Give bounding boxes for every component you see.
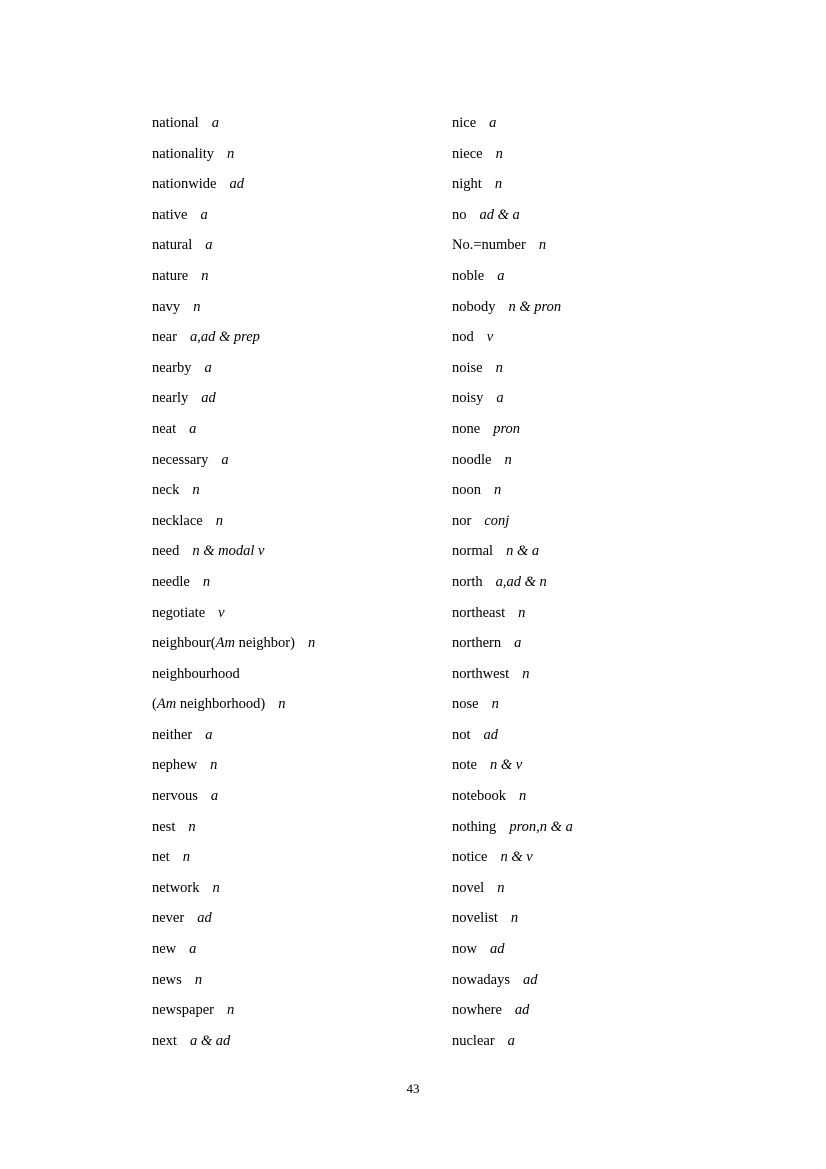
dictionary-entry [452, 598, 682, 629]
entry-word: not [452, 726, 471, 743]
dictionary-entry [452, 965, 682, 996]
entry-word: noodle [452, 451, 492, 468]
dictionary-entry [152, 292, 452, 323]
entry-word: network [152, 879, 200, 896]
dictionary-entry [452, 903, 682, 934]
entry-word: new [152, 941, 177, 958]
entry-part-of-speech: a & ad [189, 1032, 231, 1049]
american-variant-marker: Am [156, 696, 177, 713]
dictionary-entry [152, 965, 452, 996]
dictionary-entry [452, 353, 682, 384]
dictionary-entry [452, 230, 682, 261]
entry-part-of-speech: n & v [500, 849, 533, 866]
entry-part-of-speech: v [486, 329, 494, 346]
dictionary-entry [452, 842, 682, 873]
entry-word: nobody [452, 298, 496, 315]
entry-part-of-speech: n & a [506, 543, 540, 560]
dictionary-entry [452, 200, 682, 231]
entry-part-of-speech: n [495, 145, 503, 162]
entry-part-of-speech: a [200, 206, 208, 223]
dictionary-entry [452, 750, 682, 781]
dictionary-entry [152, 475, 452, 506]
entry-word: newspaper [152, 1002, 215, 1019]
dictionary-entry [452, 169, 682, 200]
dictionary-entry [452, 567, 682, 598]
entry-word: normal [452, 543, 494, 560]
entry-word: nearly [152, 390, 189, 407]
page-number: 43 [406, 1081, 420, 1096]
entry-word: noble [452, 267, 485, 284]
dictionary-entry [152, 598, 452, 629]
entry-part-of-speech: n [188, 818, 196, 835]
dictionary-entry [152, 995, 452, 1026]
entry-part-of-speech: ad [514, 1002, 530, 1019]
entry-word: nowhere [452, 1002, 502, 1019]
entry-part-of-speech: a,ad & prep [189, 329, 260, 346]
entry-part-of-speech: n [194, 971, 203, 988]
entry-part-of-speech: a [496, 390, 504, 407]
entry-word: none [452, 420, 481, 437]
entry-part-of-speech: ad [523, 971, 538, 988]
entry-word: nuclear [452, 1032, 495, 1049]
dictionary-entry [452, 781, 682, 812]
word-list-columns [152, 108, 682, 1056]
entry-word: nationwide [152, 176, 217, 193]
entry-word: nephew [152, 757, 198, 774]
dictionary-entry [152, 689, 452, 720]
entry-part-of-speech: pron,n & a [509, 818, 573, 835]
dictionary-entry [152, 720, 452, 751]
entry-part-of-speech: n [227, 145, 235, 162]
entry-part-of-speech: n [192, 482, 200, 499]
entry-word: never [152, 910, 185, 927]
dictionary-entry [452, 659, 682, 690]
entry-part-of-speech: a [221, 451, 229, 468]
entry-part-of-speech: conj [484, 512, 510, 529]
entry-word: needle [152, 573, 190, 590]
dictionary-entry [152, 230, 452, 261]
entry-part-of-speech: n [278, 696, 286, 713]
entry-word: necessary [152, 451, 209, 468]
dictionary-entry [152, 1026, 452, 1057]
entry-part-of-speech: pron [493, 420, 521, 437]
entry-part-of-speech: n & v [489, 757, 523, 774]
entry-word: need [152, 543, 180, 560]
entry-part-of-speech: a [507, 1032, 515, 1049]
entry-word: national [152, 115, 199, 131]
dictionary-entry [452, 414, 682, 445]
dictionary-entry [452, 108, 682, 139]
dictionary-entry [152, 200, 452, 231]
dictionary-entry [452, 873, 682, 904]
entry-word: navy [152, 298, 181, 315]
entry-word: nose [452, 696, 479, 713]
dictionary-entry [152, 536, 452, 567]
entry-part-of-speech: ad & a [479, 206, 520, 223]
entry-word: note [452, 757, 477, 774]
american-variant-marker: Am [215, 635, 235, 652]
entry-word: night [452, 176, 482, 193]
dictionary-entry [152, 567, 452, 598]
entry-word: natural [152, 237, 193, 254]
entry-part-of-speech: n [522, 665, 530, 682]
entry-part-of-speech: n & modal v [192, 543, 265, 560]
entry-word: northwest [452, 665, 510, 682]
entry-word: necklace [152, 512, 203, 529]
dictionary-entry [152, 169, 452, 200]
entry-word: nationality [152, 145, 215, 162]
entry-word: near [152, 329, 177, 346]
entry-word: niece [452, 145, 483, 162]
entry-word: nature [152, 267, 189, 284]
dictionary-entry [452, 689, 682, 720]
entry-part-of-speech: a [205, 237, 213, 254]
entry-part-of-speech: n [494, 482, 502, 499]
dictionary-entry [452, 139, 682, 170]
entry-part-of-speech: a [204, 359, 212, 376]
entry-part-of-speech: ad [229, 176, 244, 193]
word-list-right-column [452, 108, 682, 1056]
dictionary-entry [452, 383, 682, 414]
entry-word: nowadays [452, 971, 510, 988]
entry-part-of-speech: a,ad & n [495, 573, 547, 590]
entry-word: novelist [452, 910, 498, 927]
dictionary-entry [152, 139, 452, 170]
entry-word: net [152, 849, 170, 866]
entry-word: nervous [152, 788, 198, 805]
entry-word: neighbour(Am neighbor) [152, 635, 295, 652]
entry-word: news [152, 971, 182, 988]
dictionary-entry [152, 383, 452, 414]
entry-part-of-speech: a [497, 267, 505, 284]
dictionary-entry [152, 842, 452, 873]
entry-part-of-speech: a [514, 635, 522, 652]
dictionary-entry [452, 1026, 682, 1057]
entry-part-of-speech: n [491, 696, 499, 713]
entry-word: nearby [152, 359, 192, 376]
dictionary-entry [152, 750, 452, 781]
dictionary-entry [152, 812, 452, 843]
entry-part-of-speech: n [518, 604, 526, 621]
entry-part-of-speech: n [504, 451, 512, 468]
entry-part-of-speech: a [189, 420, 197, 437]
entry-word: nice [452, 115, 477, 131]
dictionary-entry [452, 536, 682, 567]
dictionary-entry [152, 414, 452, 445]
entry-word: now [452, 941, 477, 958]
entry-part-of-speech: n [510, 910, 519, 927]
dictionary-entry [452, 475, 682, 506]
entry-word: noon [452, 482, 481, 499]
entry-word: northern [452, 635, 502, 652]
entry-part-of-speech: a [189, 941, 197, 958]
dictionary-entry [152, 322, 452, 353]
entry-word: neither [152, 726, 193, 743]
entry-word: (Am neighborhood) [152, 696, 266, 713]
dictionary-entry [152, 108, 452, 139]
entry-part-of-speech: n [497, 879, 505, 896]
entry-part-of-speech: v [218, 604, 225, 621]
entry-part-of-speech: n [307, 635, 316, 652]
dictionary-entry [452, 628, 682, 659]
dictionary-entry [152, 934, 452, 965]
dictionary-entry [452, 995, 682, 1026]
entry-word: neck [152, 482, 180, 499]
entry-word: no [452, 206, 467, 223]
entry-part-of-speech: n [201, 267, 209, 284]
dictionary-entry [152, 873, 452, 904]
entry-part-of-speech: a [210, 788, 219, 805]
entry-word: No.=number [452, 237, 526, 254]
dictionary-entry [452, 261, 682, 292]
dictionary-entry [152, 506, 452, 537]
entry-part-of-speech: a [205, 726, 213, 743]
word-list-left-column [152, 108, 452, 1056]
entry-part-of-speech: n [227, 1002, 235, 1019]
entry-word: negotiate [152, 604, 206, 621]
dictionary-entry [152, 781, 452, 812]
dictionary-entry [152, 628, 452, 659]
entry-part-of-speech: n & pron [508, 298, 562, 315]
entry-word: native [152, 206, 188, 223]
entry-part-of-speech: ad [483, 726, 499, 743]
entry-word: north [452, 573, 483, 590]
entry-word: northeast [452, 604, 506, 621]
entry-part-of-speech: n [202, 573, 211, 590]
dictionary-entry [452, 292, 682, 323]
dictionary-entry [152, 261, 452, 292]
entry-part-of-speech: n [182, 849, 190, 866]
entry-word: nothing [452, 818, 497, 835]
entry-word: next [152, 1032, 177, 1049]
dictionary-entry [452, 934, 682, 965]
entry-word: noisy [452, 390, 484, 407]
entry-word: notebook [452, 788, 506, 805]
dictionary-entry [452, 506, 682, 537]
entry-part-of-speech: n [518, 788, 527, 805]
entry-part-of-speech: ad [197, 910, 212, 927]
dictionary-entry [152, 445, 452, 476]
dictionary-entry [452, 445, 682, 476]
dictionary-entry [152, 903, 452, 934]
entry-part-of-speech: n [494, 176, 503, 193]
entry-part-of-speech: a [211, 115, 219, 131]
dictionary-entry [452, 812, 682, 843]
entry-word: nest [152, 818, 176, 835]
entry-part-of-speech: ad [201, 390, 216, 407]
entry-word: neat [152, 420, 177, 437]
dictionary-entry [152, 659, 452, 690]
dictionary-entry [452, 322, 682, 353]
entry-word: nod [452, 329, 474, 346]
entry-part-of-speech: ad [489, 941, 505, 958]
entry-word: noise [452, 359, 483, 376]
dictionary-entry [152, 353, 452, 384]
entry-word: novel [452, 879, 485, 896]
entry-part-of-speech: n [215, 512, 223, 529]
entry-part-of-speech: n [538, 237, 547, 254]
entry-part-of-speech: n [193, 298, 201, 315]
dictionary-entry [452, 720, 682, 751]
entry-word: nor [452, 512, 472, 529]
entry-part-of-speech: n [495, 359, 503, 376]
entry-part-of-speech: n [210, 757, 218, 774]
entry-word: neighbourhood [152, 665, 240, 682]
entry-part-of-speech: n [212, 879, 220, 896]
entry-part-of-speech: a [489, 115, 497, 131]
entry-word: notice [452, 849, 488, 866]
